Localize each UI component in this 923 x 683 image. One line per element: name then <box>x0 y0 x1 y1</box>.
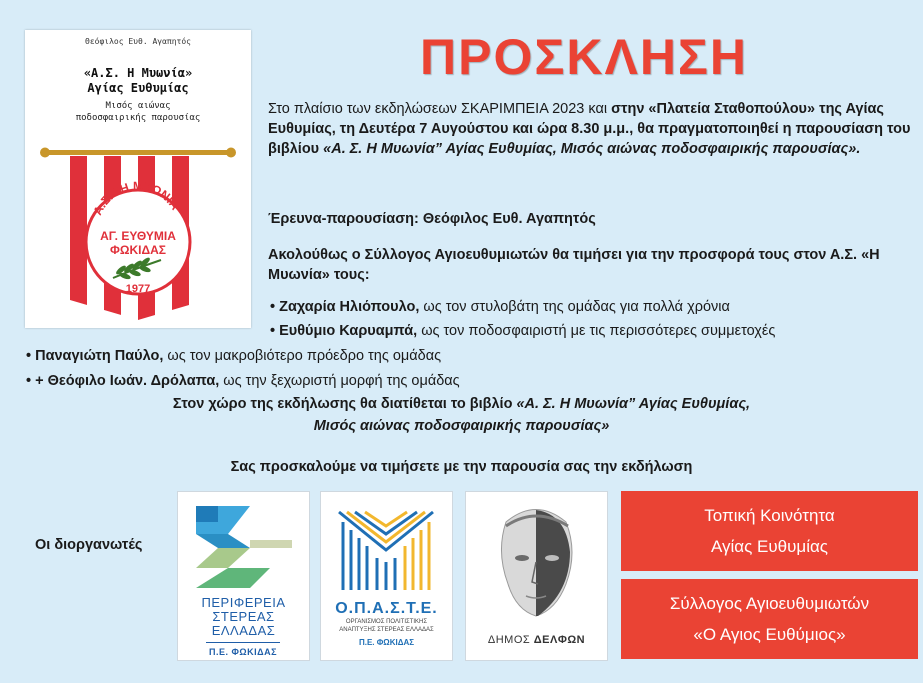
delphi-label-b: ΔΕΛΦΩΝ <box>533 634 586 646</box>
opaste-line3: Π.Ε. ΦΩΚΙΔΑΣ <box>358 638 415 647</box>
research-line: Έρευνα-παρουσίαση: Θεόφιλος Ευθ. Αγαπητός <box>268 211 596 227</box>
cover-subtitle-line1: Μισός αιώνας <box>105 101 171 111</box>
association-line2: «Ο Αγιος Ευθύμιος» <box>693 625 846 644</box>
region-line2: ΣΤΕΡΕΑΣ <box>212 609 275 624</box>
cover-title-line1: «Α.Σ. Η Μυωνία» <box>83 66 193 80</box>
honoree-item <box>270 297 730 317</box>
honoree-desc: ως τον στυλοβάτη της ομάδας για πολλά χρόνια <box>419 299 730 315</box>
association-line1: Σύλλογος Αγιοευθυμιωτών <box>669 594 870 613</box>
honoree-desc: ως τον ποδοσφαιριστή με τις περισσότερες συμμετοχές <box>417 323 776 339</box>
honoree-name: Ζαχαρία Ηλιόπουλο, <box>279 299 420 315</box>
intro-paragraph <box>268 99 918 159</box>
honoree-item <box>26 346 441 366</box>
cover-title-line2: Αγίας Ευθυμίας <box>87 81 189 95</box>
intro-part-b: στην «Πλατεία Σταθοπούλου» της Αγίας Ευθυμίας, τη Δευτέρα 7 Αυγούστου και ώρα 8.30 μ.μ., θα πραγματοποιηθεί η παρουσίαση του βιβλίου <box>268 101 911 157</box>
bullet: • <box>270 323 276 339</box>
region-line4: Π.Ε. ΦΩΚΙΔΑΣ <box>206 642 280 659</box>
honoree-name: + Θεόφιλο Ιωάν. Δρόλαπα, <box>35 373 220 389</box>
honoree-item <box>26 371 460 391</box>
organizers-label: Οι διοργανωτές <box>35 537 143 553</box>
pennant-rod <box>47 150 229 155</box>
book-availability-note <box>0 394 923 436</box>
pennant-line2: ΦΩΚΙΔΑΣ <box>110 243 166 257</box>
intro-part-c: «Α. Σ. Η Μυωνία” Αγίας Ευθυμίας, Μισός αιώνας ποδοσφαιρικής παρουσίας». <box>323 141 861 157</box>
opaste-line2: ΑΝΑΠΤΥΞΗΣ ΣΤΕΡΕΑΣ ΕΛΛΑΔΑΣ <box>339 627 434 633</box>
bullet: • <box>26 373 32 389</box>
book-note-part-a: Στον χώρο της εκδήλωσης θα διατίθεται το βιβλίο <box>172 396 517 412</box>
delphi-logo <box>465 491 608 661</box>
bullet: • <box>26 348 32 364</box>
association-box <box>621 579 918 659</box>
community-line2: Αγίας Ευθυμίας <box>710 537 829 556</box>
honor-intro: Ακολούθως ο Σύλλογος Αγιοευθυμιωτών θα τιμήσει για την προσφορά τους στον Α.Σ. «Η Μυωνία» τους: <box>268 247 880 283</box>
opaste-emblem-icon <box>321 492 452 602</box>
pennant-year: 1977 <box>125 283 151 295</box>
book-note-part-b: «Α. Σ. Η Μυωνία” Αγίας Ευθυμίας, <box>516 396 751 412</box>
invitation-line: Σας προσκαλούμε να τιμήσετε με την παρουσία σας την εκδήλωση <box>230 459 693 475</box>
region-line1: ΠΕΡΙΦΕΡΕΙΑ <box>201 595 286 610</box>
cover-subtitle-line2: ποδοσφαιρικής παρουσίας <box>75 113 201 123</box>
community-box <box>621 491 918 571</box>
page-title: ΠΡΟΣΚΛΗΣΗ <box>420 29 749 85</box>
honoree-item <box>270 321 775 341</box>
book-note-part-c: Μισός αιώνας ποδοσφαιρικής παρουσίας» <box>313 418 610 434</box>
region-line3: ΕΛΛΑΔΑΣ <box>211 623 276 638</box>
pennant-line1: ΑΓ. ΕΥΘΥΜΙΑ <box>100 229 176 243</box>
honoree-desc: ως την ξεχωριστή μορφή της ομάδας <box>219 373 460 389</box>
honoree-desc: ως τον μακροβιότερο πρόεδρο της ομάδας <box>163 348 442 364</box>
opaste-line1: ΟΡΓΑΝΙΣΜΟΣ ΠΟΛΙΤΙΣΤΙΚΗΣ <box>345 619 428 625</box>
charioteer-face-icon <box>466 492 607 632</box>
region-logo <box>177 491 310 661</box>
intro-part-a: Στο πλαίσιο των εκδηλώσεων ΣΚΑΡΙΜΠΕΙΑ 2023 και <box>268 101 612 117</box>
pennant-arc-text: Α.Σ. "Η ΜΥΩΝΙΑ" <box>90 178 186 218</box>
book-cover <box>25 30 251 328</box>
cover-author: Θεόφιλος Ευθ. Αγαπητός <box>85 37 191 46</box>
delphi-label-a: ΔΗΜΟΣ <box>487 634 534 646</box>
pennant-illustration <box>25 142 251 328</box>
community-line1: Τοπική Κοινότητα <box>704 506 835 525</box>
bullet: • <box>270 299 276 315</box>
opaste-name: Ο.Π.Α.Σ.Τ.Ε. <box>335 600 438 617</box>
opaste-logo <box>320 491 453 661</box>
honoree-name: Ευθύμιο Καρυαμπά, <box>279 323 418 339</box>
honoree-name: Παναγιώτη Παύλο, <box>35 348 164 364</box>
